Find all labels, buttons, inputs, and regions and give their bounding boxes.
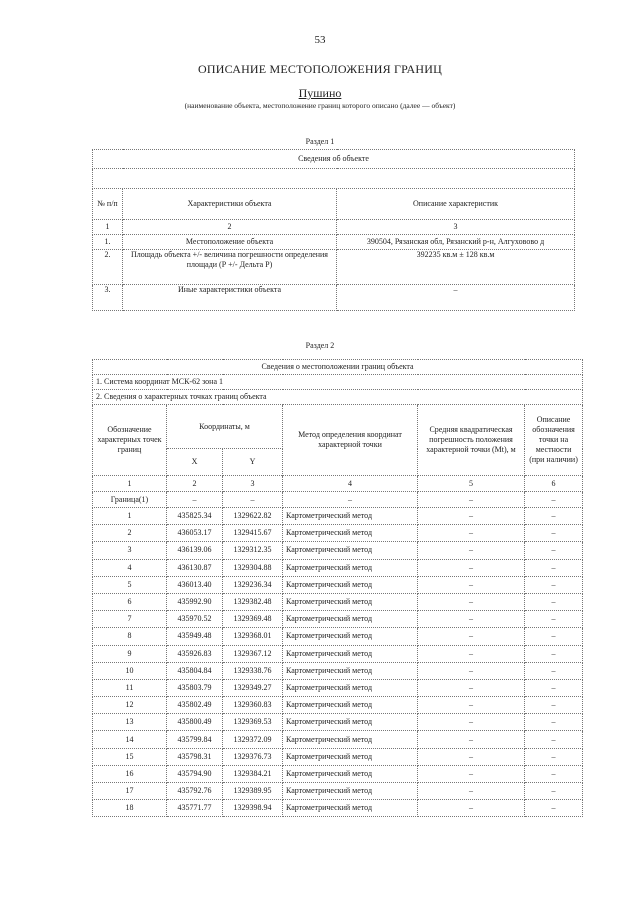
point-error: – bbox=[418, 697, 525, 714]
row-char: Площадь объекта +/- величина погрешности определения площади (Р +/- Дельта Р) bbox=[123, 250, 337, 285]
point-x: 435792.76 bbox=[167, 783, 223, 800]
table-row bbox=[93, 662, 583, 679]
point-error: – bbox=[418, 662, 525, 679]
table-row bbox=[93, 508, 583, 525]
row-num: 1. bbox=[93, 235, 123, 250]
point-id: 17 bbox=[93, 783, 167, 800]
row-num: 3. bbox=[93, 285, 123, 311]
point-method: Картометрический метод bbox=[283, 765, 418, 782]
point-y: 1329360.83 bbox=[223, 697, 283, 714]
point-error: – bbox=[418, 800, 525, 817]
point-method: Картометрический метод bbox=[283, 748, 418, 765]
col-desc-header: Описание обозначения точки на местности (при наличии) bbox=[525, 405, 583, 476]
point-id: 1 bbox=[93, 508, 167, 525]
point-y: 1329372.09 bbox=[223, 731, 283, 748]
table-row bbox=[93, 765, 583, 782]
point-id: 6 bbox=[93, 593, 167, 610]
index-cell: 5 bbox=[418, 476, 525, 492]
point-error: – bbox=[418, 628, 525, 645]
point-id: 15 bbox=[93, 748, 167, 765]
point-error: – bbox=[418, 783, 525, 800]
point-desc: – bbox=[525, 714, 583, 731]
point-error: – bbox=[418, 611, 525, 628]
point-y: 1329376.73 bbox=[223, 748, 283, 765]
point-x: 435949.48 bbox=[167, 628, 223, 645]
dash-cell: – bbox=[283, 492, 418, 508]
point-id: 10 bbox=[93, 662, 167, 679]
index-cell: 4 bbox=[283, 476, 418, 492]
point-y: 1329622.82 bbox=[223, 508, 283, 525]
point-id: 2 bbox=[93, 525, 167, 542]
point-method: Картометрический метод bbox=[283, 679, 418, 696]
point-y: 1329369.53 bbox=[223, 714, 283, 731]
table-row bbox=[93, 628, 583, 645]
object-name-note: (наименование объекта, местоположение границ которого описано (далее — объект) bbox=[184, 101, 456, 110]
point-error: – bbox=[418, 714, 525, 731]
row-num: 2. bbox=[93, 250, 123, 285]
point-y: 1329338.76 bbox=[223, 662, 283, 679]
row-char: Местоположение объекта bbox=[123, 235, 337, 250]
point-desc: – bbox=[525, 542, 583, 559]
dash-cell: – bbox=[525, 492, 583, 508]
point-desc: – bbox=[525, 611, 583, 628]
point-desc: – bbox=[525, 525, 583, 542]
point-method: Картометрический метод bbox=[283, 542, 418, 559]
point-desc: – bbox=[525, 662, 583, 679]
point-error: – bbox=[418, 731, 525, 748]
point-desc: – bbox=[525, 748, 583, 765]
document-title: ОПИСАНИЕ МЕСТОПОЛОЖЕНИЯ ГРАНИЦ bbox=[198, 62, 442, 76]
point-id: 7 bbox=[93, 611, 167, 628]
point-method: Картометрический метод bbox=[283, 645, 418, 662]
col-method-header: Метод определения координат характерной точки bbox=[283, 405, 418, 476]
point-y: 1329369.48 bbox=[223, 611, 283, 628]
dash-cell: – bbox=[223, 492, 283, 508]
table-row bbox=[93, 714, 583, 731]
point-desc: – bbox=[525, 559, 583, 576]
point-method: Картометрический метод bbox=[283, 697, 418, 714]
index-cell: 1 bbox=[93, 220, 123, 235]
point-id: 5 bbox=[93, 576, 167, 593]
point-desc: – bbox=[525, 508, 583, 525]
point-y: 1329382.48 bbox=[223, 593, 283, 610]
point-error: – bbox=[418, 508, 525, 525]
point-id: 11 bbox=[93, 679, 167, 696]
point-desc: – bbox=[525, 697, 583, 714]
point-desc: – bbox=[525, 800, 583, 817]
point-x: 436130.87 bbox=[167, 559, 223, 576]
point-error: – bbox=[418, 645, 525, 662]
section2-header: Сведения о местоположении границ объекта bbox=[93, 360, 583, 375]
col-num-header: № п/п bbox=[93, 189, 123, 220]
col-point-header: Обозначение характерных точек границ bbox=[93, 405, 167, 476]
point-desc: – bbox=[525, 765, 583, 782]
section1-header: Сведения об объекте bbox=[93, 150, 575, 169]
point-id: 18 bbox=[93, 800, 167, 817]
dash-cell: – bbox=[418, 492, 525, 508]
point-error: – bbox=[418, 679, 525, 696]
row-char: Иные характеристики объекта bbox=[123, 285, 337, 311]
point-method: Картометрический метод bbox=[283, 662, 418, 679]
row-desc: 390504, Рязанская обл, Рязанский р-н, Алгуховово д bbox=[337, 235, 575, 250]
point-x: 435825.34 bbox=[167, 508, 223, 525]
col-coords-header: Координаты, м bbox=[167, 405, 283, 449]
point-x: 435992.90 bbox=[167, 593, 223, 610]
point-method: Картометрический метод bbox=[283, 731, 418, 748]
point-method: Картометрический метод bbox=[283, 783, 418, 800]
point-method: Картометрический метод bbox=[283, 593, 418, 610]
point-desc: – bbox=[525, 679, 583, 696]
point-x: 436139.06 bbox=[167, 542, 223, 559]
point-desc: – bbox=[525, 645, 583, 662]
table-row bbox=[93, 731, 583, 748]
point-y: 1329415.67 bbox=[223, 525, 283, 542]
point-id: 4 bbox=[93, 559, 167, 576]
point-x: 435794.90 bbox=[167, 765, 223, 782]
table-row bbox=[93, 697, 583, 714]
table-row bbox=[93, 542, 583, 559]
point-y: 1329389.95 bbox=[223, 783, 283, 800]
table-row bbox=[93, 593, 583, 610]
point-x: 435926.83 bbox=[167, 645, 223, 662]
point-error: – bbox=[418, 748, 525, 765]
point-method: Картометрический метод bbox=[283, 611, 418, 628]
point-desc: – bbox=[525, 731, 583, 748]
point-id: 9 bbox=[93, 645, 167, 662]
point-method: Картометрический метод bbox=[283, 800, 418, 817]
point-y: 1329304.88 bbox=[223, 559, 283, 576]
point-id: 13 bbox=[93, 714, 167, 731]
point-y: 1329368.01 bbox=[223, 628, 283, 645]
point-id: 14 bbox=[93, 731, 167, 748]
index-cell: 2 bbox=[123, 220, 337, 235]
section2-table bbox=[92, 359, 583, 817]
point-method: Картометрический метод bbox=[283, 628, 418, 645]
point-id: 12 bbox=[93, 697, 167, 714]
index-cell: 3 bbox=[223, 476, 283, 492]
point-error: – bbox=[418, 559, 525, 576]
point-error: – bbox=[418, 525, 525, 542]
object-name: Пушино bbox=[298, 86, 342, 100]
dash-cell: – bbox=[167, 492, 223, 508]
point-x: 435798.31 bbox=[167, 748, 223, 765]
point-desc: – bbox=[525, 628, 583, 645]
table-row bbox=[93, 800, 583, 817]
table-row bbox=[93, 525, 583, 542]
points-body bbox=[93, 508, 583, 817]
col-char-header: Характеристики объекта bbox=[123, 189, 337, 220]
point-y: 1329349.27 bbox=[223, 679, 283, 696]
point-desc: – bbox=[525, 593, 583, 610]
table-row bbox=[93, 748, 583, 765]
table-row bbox=[93, 611, 583, 628]
point-x: 435970.52 bbox=[167, 611, 223, 628]
index-cell: 1 bbox=[93, 476, 167, 492]
section1-table bbox=[92, 149, 575, 311]
section2-label: Раздел 2 bbox=[305, 341, 335, 350]
point-x: 435804.84 bbox=[167, 662, 223, 679]
point-method: Картометрический метод bbox=[283, 714, 418, 731]
index-cell: 3 bbox=[337, 220, 575, 235]
section1-label: Раздел 1 bbox=[305, 137, 335, 146]
page-number: 53 bbox=[314, 34, 326, 46]
point-method: Картометрический метод bbox=[283, 559, 418, 576]
point-y: 1329398.94 bbox=[223, 800, 283, 817]
point-x: 436053.17 bbox=[167, 525, 223, 542]
col-x-header: X bbox=[167, 449, 223, 476]
row-desc: – bbox=[337, 285, 575, 311]
table-row bbox=[93, 576, 583, 593]
point-y: 1329384.21 bbox=[223, 765, 283, 782]
col-error-header: Средняя квадратическая погрешность положения характерной точки (Мt), м bbox=[418, 405, 525, 476]
point-id: 8 bbox=[93, 628, 167, 645]
point-y: 1329312.35 bbox=[223, 542, 283, 559]
boundary-label: Граница(1) bbox=[93, 492, 167, 508]
table-row bbox=[93, 679, 583, 696]
point-x: 435802.49 bbox=[167, 697, 223, 714]
point-method: Картометрический метод bbox=[283, 576, 418, 593]
point-error: – bbox=[418, 576, 525, 593]
col-y-header: Y bbox=[223, 449, 283, 476]
point-x: 435803.79 bbox=[167, 679, 223, 696]
table-row bbox=[93, 783, 583, 800]
point-x: 435799.84 bbox=[167, 731, 223, 748]
section1-spacer bbox=[93, 169, 575, 189]
table-row bbox=[93, 559, 583, 576]
point-y: 1329367.12 bbox=[223, 645, 283, 662]
point-x: 436013.40 bbox=[167, 576, 223, 593]
point-id: 16 bbox=[93, 765, 167, 782]
point-id: 3 bbox=[93, 542, 167, 559]
index-cell: 2 bbox=[167, 476, 223, 492]
row-desc: 392235 кв.м ± 128 кв.м bbox=[337, 250, 575, 285]
point-x: 435800.49 bbox=[167, 714, 223, 731]
col-desc-header: Описание характеристик bbox=[337, 189, 575, 220]
point-y: 1329236.34 bbox=[223, 576, 283, 593]
point-error: – bbox=[418, 593, 525, 610]
table-row bbox=[93, 645, 583, 662]
index-cell: 6 bbox=[525, 476, 583, 492]
point-method: Картометрический метод bbox=[283, 508, 418, 525]
point-error: – bbox=[418, 542, 525, 559]
points-title: 2. Сведения о характерных точках границ объекта bbox=[93, 390, 583, 405]
point-x: 435771.77 bbox=[167, 800, 223, 817]
point-method: Картометрический метод bbox=[283, 525, 418, 542]
point-error: – bbox=[418, 765, 525, 782]
point-desc: – bbox=[525, 783, 583, 800]
point-desc: – bbox=[525, 576, 583, 593]
coordinate-system: 1. Система координат МСК-62 зона 1 bbox=[93, 375, 583, 390]
